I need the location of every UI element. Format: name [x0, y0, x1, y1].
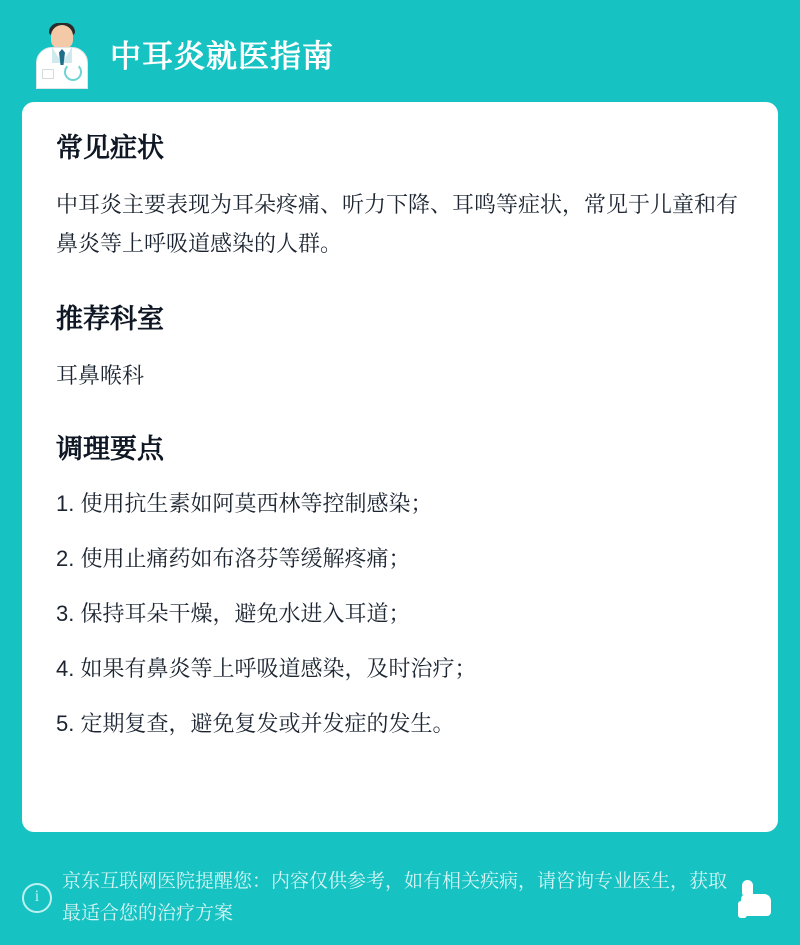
list-item: 4. 如果有鼻炎等上呼吸道感染，及时治疗；	[56, 656, 477, 682]
doctor-avatar-icon	[28, 23, 96, 89]
thumbs-up-icon[interactable]	[738, 878, 778, 918]
department-text: 耳鼻喉科	[56, 362, 145, 388]
info-icon: i	[22, 883, 52, 913]
page-footer	[0, 850, 800, 945]
avatar-head	[51, 25, 73, 49]
symptoms-text: 中耳炎主要表现为耳朵疼痛、听力下降、耳鸣等症状，常见于儿童和有鼻炎等上呼吸道感染的人群。	[56, 192, 739, 256]
list-item: 1. 使用抗生素如阿莫西林等控制感染；	[56, 491, 433, 517]
page-header	[22, 22, 778, 90]
avatar-pocket	[42, 69, 54, 79]
content-card	[22, 102, 778, 832]
list-item: 3. 保持耳朵干燥，避免水进入耳道；	[56, 601, 411, 627]
thumb-finger	[742, 880, 753, 895]
stethoscope-icon	[64, 63, 82, 81]
list-item: 5. 定期复查，避免复发或并发症的发生。	[56, 711, 455, 737]
page-title: 中耳炎就医指南	[110, 38, 334, 74]
section-title-department: 推荐科室	[56, 304, 164, 335]
list-item: 2. 使用止痛药如布洛芬等缓解疼痛；	[56, 546, 411, 572]
section-title-care: 调理要点	[56, 433, 164, 464]
thumb-cuff	[738, 901, 747, 918]
care-list	[56, 487, 744, 740]
section-title-symptoms: 常见症状	[56, 133, 164, 163]
disclaimer-text: 京东互联网医院提醒您：内容仅供参考，如有相关疾病，请咨询专业医生，获取最适合您的治疗方案	[62, 871, 728, 924]
